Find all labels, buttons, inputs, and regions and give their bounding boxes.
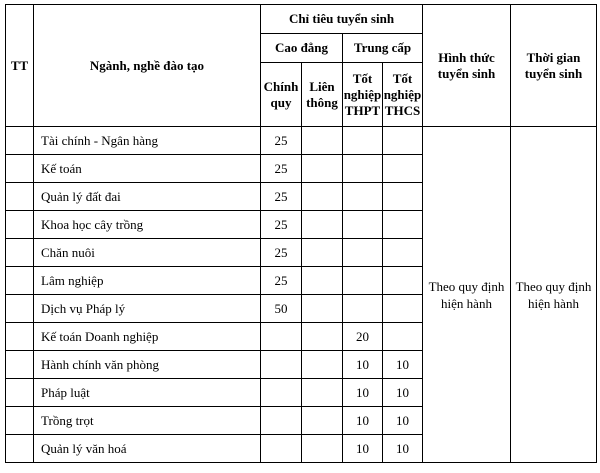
row-intermediate-ms xyxy=(383,155,423,183)
row-intermediate-ms xyxy=(383,127,423,155)
row-intermediate-ms xyxy=(383,183,423,211)
row-tt xyxy=(6,239,34,267)
row-intermediate-ms xyxy=(383,211,423,239)
row-college-regular xyxy=(261,407,302,435)
header-method-line1: Hình thức xyxy=(438,49,495,65)
header-ms-line3: THCS xyxy=(384,102,421,118)
row-college-transfer xyxy=(302,407,343,435)
header-time xyxy=(511,5,597,127)
header-transfer-line2: thông xyxy=(306,94,338,110)
row-intermediate-hs xyxy=(343,127,383,155)
header-tt: TT xyxy=(6,5,34,127)
merged-time-line2: hiện hành xyxy=(528,295,579,311)
row-tt xyxy=(6,323,34,351)
row-intermediate-hs xyxy=(343,155,383,183)
row-college-regular xyxy=(261,435,302,463)
row-program: Kế toán Doanh nghiệp xyxy=(34,323,261,351)
merged-method-line2: hiện hành xyxy=(441,295,492,311)
row-intermediate-hs xyxy=(343,239,383,267)
row-program: Lâm nghiệp xyxy=(34,267,261,295)
header-time-line1: Thời gian xyxy=(526,49,581,65)
header-hs-line2: nghiệp xyxy=(343,86,382,102)
merged-method xyxy=(423,127,511,463)
row-tt xyxy=(6,295,34,323)
row-tt xyxy=(6,267,34,295)
row-college-regular xyxy=(261,351,302,379)
row-college-transfer xyxy=(302,323,343,351)
header-high-school xyxy=(343,63,383,127)
row-intermediate-ms: 10 xyxy=(383,435,423,463)
row-college-transfer xyxy=(302,435,343,463)
row-program: Pháp luật xyxy=(34,379,261,407)
row-college-transfer xyxy=(302,295,343,323)
row-intermediate-hs xyxy=(343,211,383,239)
merged-method-line1: Theo quy định xyxy=(428,278,505,294)
row-intermediate-hs: 10 xyxy=(343,407,383,435)
row-program: Khoa học cây trồng xyxy=(34,211,261,239)
row-intermediate-hs xyxy=(343,267,383,295)
merged-time-line1: Theo quy định xyxy=(515,278,592,294)
header-transfer-line1: Liên xyxy=(309,78,335,94)
row-intermediate-hs: 10 xyxy=(343,435,383,463)
row-intermediate-hs: 10 xyxy=(343,351,383,379)
row-intermediate-ms: 10 xyxy=(383,379,423,407)
row-program: Dịch vụ Pháp lý xyxy=(34,295,261,323)
header-program: Ngành, nghề đào tạo xyxy=(34,5,261,127)
row-program: Quản lý văn hoá xyxy=(34,435,261,463)
merged-time xyxy=(511,127,597,463)
row-college-transfer xyxy=(302,267,343,295)
row-intermediate-ms: 10 xyxy=(383,351,423,379)
row-college-regular: 25 xyxy=(261,211,302,239)
header-transfer xyxy=(302,63,343,127)
row-intermediate-ms xyxy=(383,239,423,267)
row-college-transfer xyxy=(302,239,343,267)
row-intermediate-ms xyxy=(383,267,423,295)
row-college-transfer xyxy=(302,155,343,183)
row-tt xyxy=(6,435,34,463)
row-tt xyxy=(6,183,34,211)
header-ms-line2: nghiệp xyxy=(383,86,422,102)
row-tt xyxy=(6,155,34,183)
row-tt xyxy=(6,379,34,407)
row-college-transfer xyxy=(302,211,343,239)
row-program: Kế toán xyxy=(34,155,261,183)
header-hs-line3: THPT xyxy=(344,102,381,118)
row-college-transfer xyxy=(302,379,343,407)
row-college-regular: 50 xyxy=(261,295,302,323)
row-tt xyxy=(6,127,34,155)
row-program: Hành chính văn phòng xyxy=(34,351,261,379)
row-college-transfer xyxy=(302,127,343,155)
row-program: Tài chính - Ngân hàng xyxy=(34,127,261,155)
row-tt xyxy=(6,211,34,239)
header-hs-line1: Tốt xyxy=(352,70,373,86)
row-intermediate-hs: 10 xyxy=(343,379,383,407)
header-intermediate: Trung cấp xyxy=(343,34,423,63)
row-intermediate-ms: 10 xyxy=(383,407,423,435)
row-college-regular: 25 xyxy=(261,127,302,155)
header-quota: Chỉ tiêu tuyển sinh xyxy=(261,5,423,34)
row-intermediate-hs xyxy=(343,183,383,211)
row-college-regular: 25 xyxy=(261,183,302,211)
row-tt xyxy=(6,407,34,435)
header-time-line2: tuyển sinh xyxy=(524,65,583,81)
header-ms-line1: Tốt xyxy=(392,70,413,86)
row-program: Quản lý đất đai xyxy=(34,183,261,211)
row-tt xyxy=(6,351,34,379)
row-college-regular: 25 xyxy=(261,267,302,295)
header-regular-line1: Chính xyxy=(263,78,299,94)
header-method-line2: tuyển sinh xyxy=(437,65,496,81)
row-college-regular xyxy=(261,323,302,351)
row-college-transfer xyxy=(302,183,343,211)
header-college: Cao đẳng xyxy=(261,34,343,63)
header-method xyxy=(423,5,511,127)
row-program: Trồng trọt xyxy=(34,407,261,435)
table-row xyxy=(6,127,597,155)
header-regular xyxy=(261,63,302,127)
row-college-regular: 25 xyxy=(261,239,302,267)
row-intermediate-ms xyxy=(383,295,423,323)
row-college-regular xyxy=(261,379,302,407)
header-regular-line2: quy xyxy=(270,94,292,110)
row-college-transfer xyxy=(302,351,343,379)
admission-quota-table xyxy=(5,4,597,463)
row-intermediate-ms xyxy=(383,323,423,351)
header-middle-school xyxy=(383,63,423,127)
row-intermediate-hs: 20 xyxy=(343,323,383,351)
row-college-regular: 25 xyxy=(261,155,302,183)
row-intermediate-hs xyxy=(343,295,383,323)
row-program: Chăn nuôi xyxy=(34,239,261,267)
